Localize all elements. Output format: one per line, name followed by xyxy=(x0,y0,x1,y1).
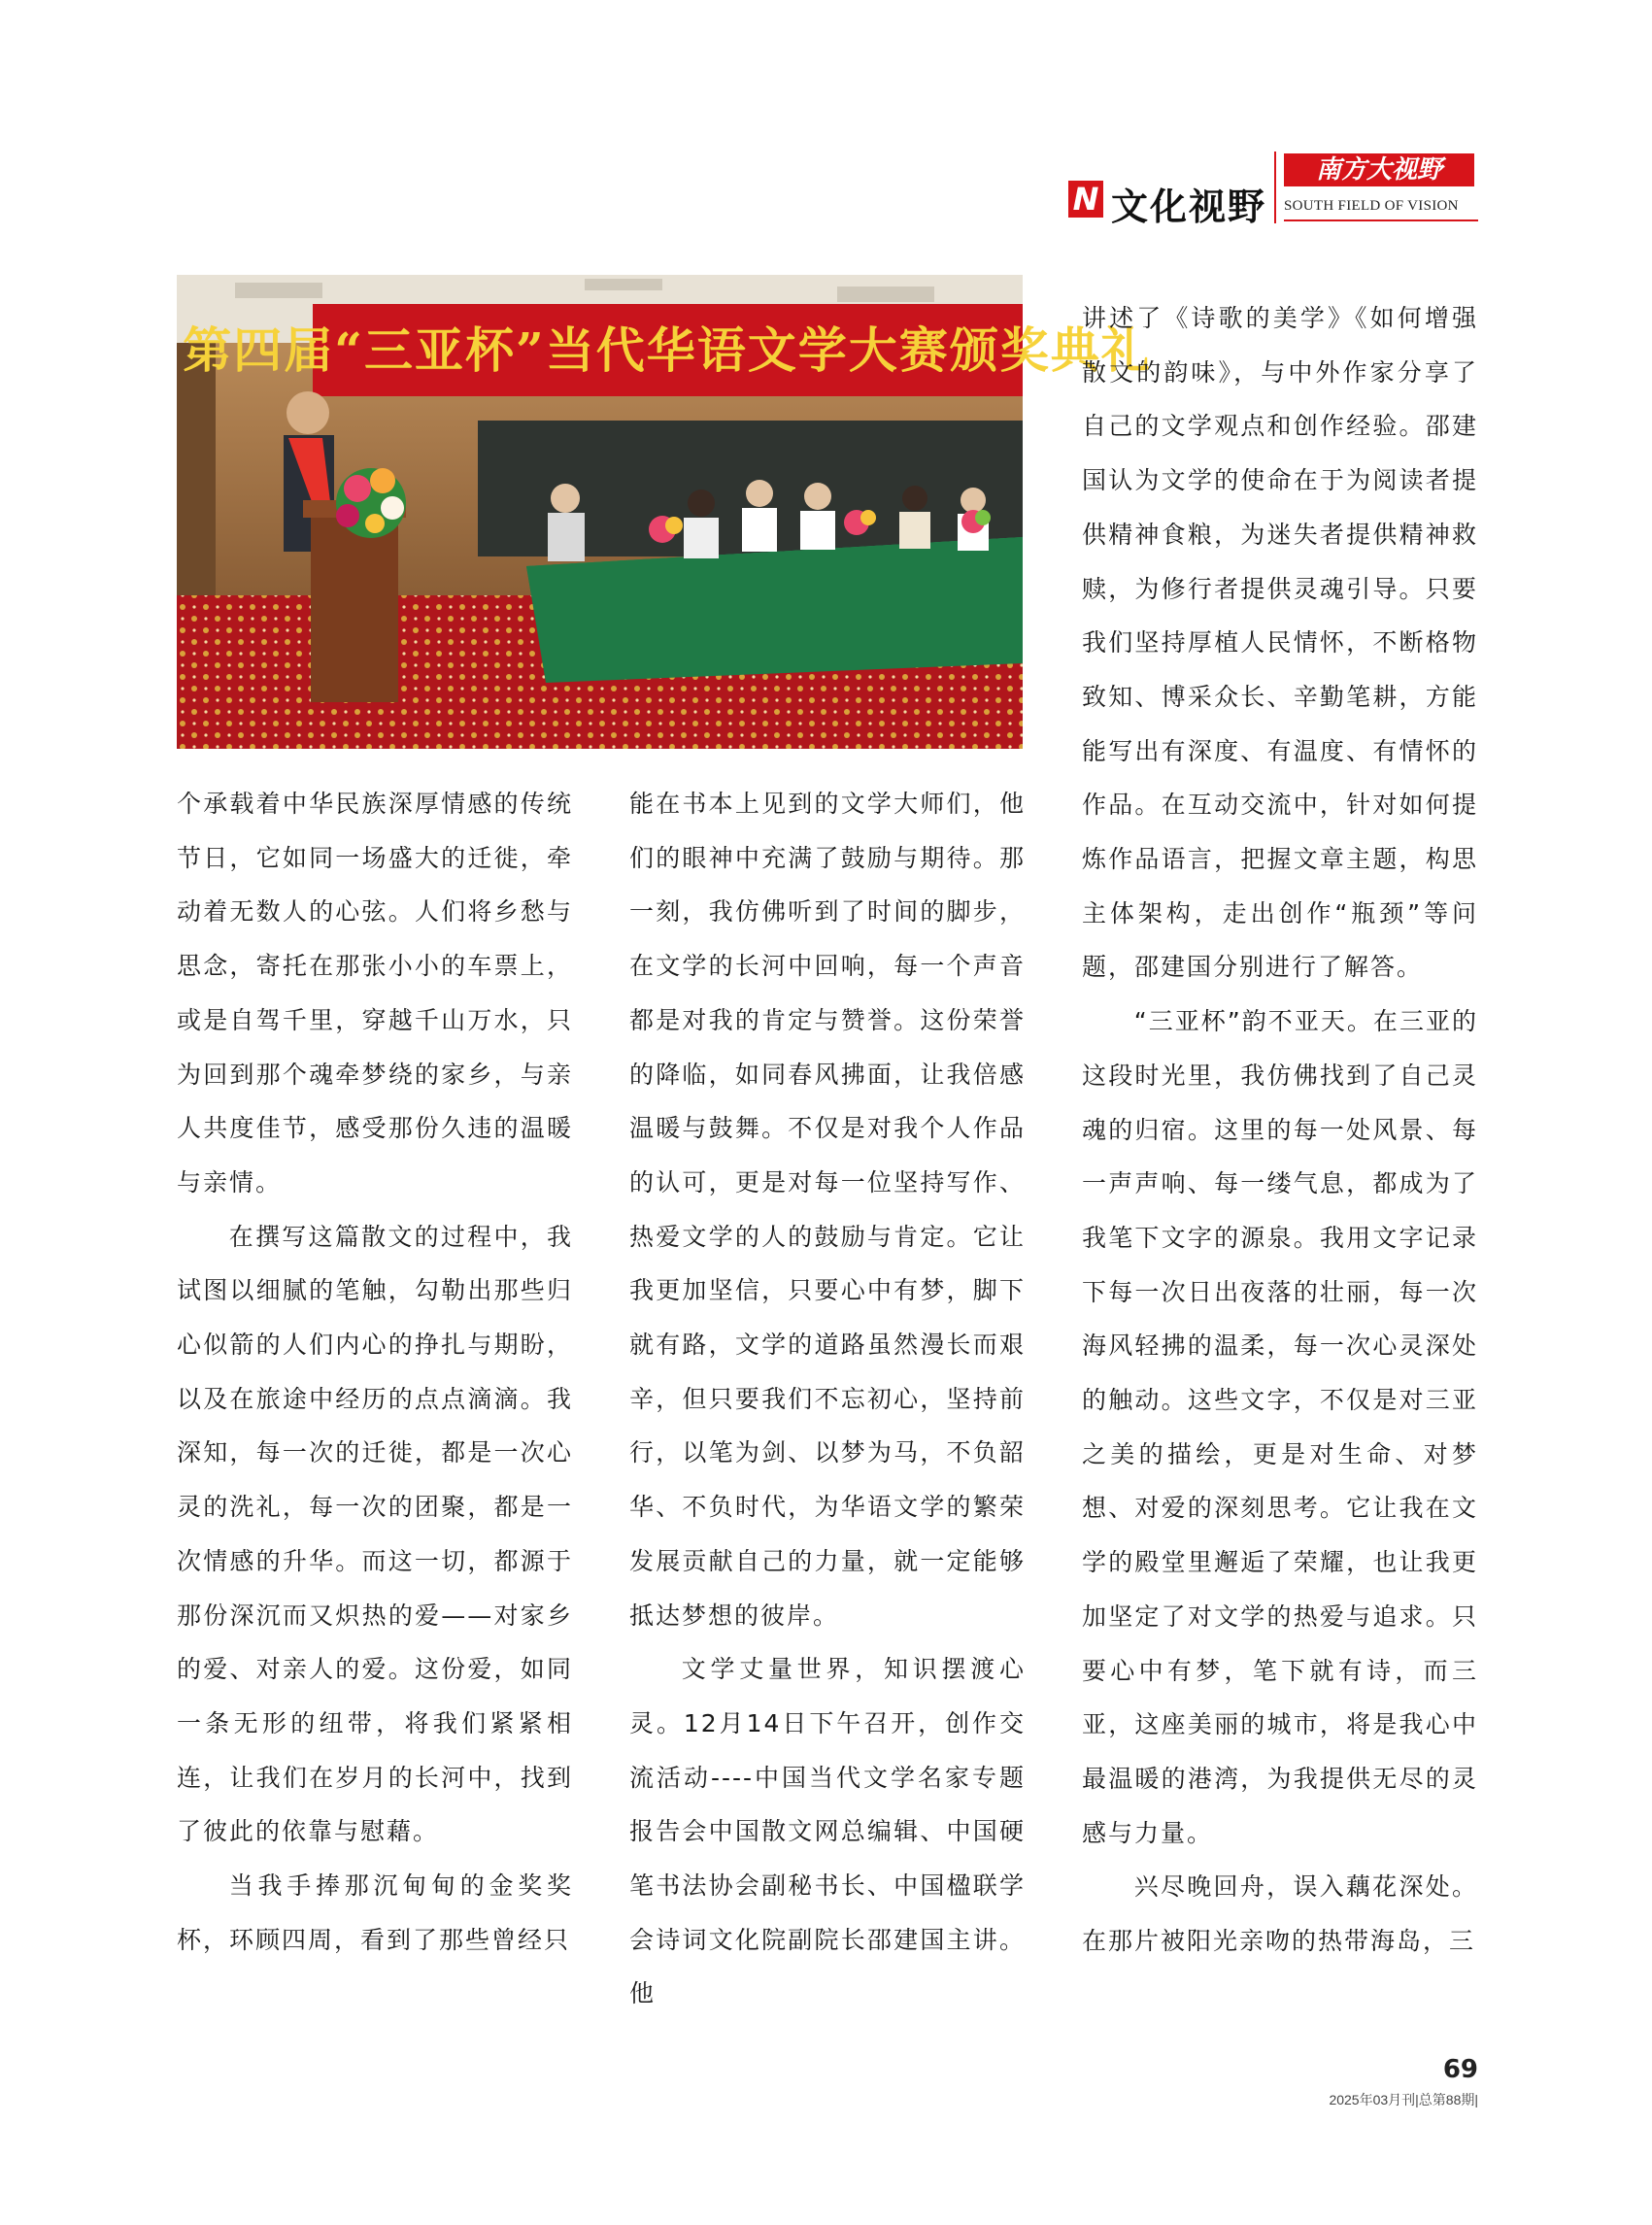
text-column-2 xyxy=(629,777,1026,2021)
text-column-3 xyxy=(1082,291,1478,1969)
banner-text: 第四届“三亚杯”当代华语文学大赛颁奖典礼 xyxy=(183,321,1152,379)
issue-info: 2025年03月刊|总第88期| xyxy=(1329,2092,1478,2107)
paragraph: “三亚杯”韵不亚天。在三亚的这段时光里，我仿佛找到了自己灵魂的归宿。这里的每一处风景、每一声声响、每一缕气息，都成为了我笔下文字的源泉。我用文字记录下每一次日出夜落的壮丽，每一次海风轻拂的温柔，每一次心灵深处的触动。这些文字，不仅是对三亚之美的描绘，更是对生命、对梦想、对爱的深刻思考。它让我在文学的殿堂里邂逅了荣耀，也让我更加坚定了对文学的热爱与追求。只要心中有梦，笔下就有诗，而三亚，这座美丽的城市，将是我心中最温暖的港湾，为我提供无尽的灵感与力量。 xyxy=(1082,1007,1478,1847)
brand-underline xyxy=(1284,219,1478,221)
paragraph: 文学丈量世界，知识摆渡心灵。12月14日下午召开，创作交流活动----中国当代文学名家专题报告会中国散文网总编辑、中国硬笔书法协会副秘书长、中国楹联学会诗词文化院副院长邵建国主讲。他 xyxy=(629,1655,1026,2008)
paragraph: 能在书本上见到的文学大师们，他们的眼神中充满了鼓励与期待。那一刻，我仿佛听到了时间的脚步，在文学的长河中回响，每一个声音都是对我的肯定与赞誉。这份荣誉的降临，如同春风拂面，让我倍感温暖与鼓舞。不仅是对我个人作品的认可，更是对每一位坚持写作、热爱文学的人的鼓励与肯定。它让我更加坚信，只要心中有梦，脚下就有路，文学的道路虽然漫长而艰辛，但只要我们不忘初心，坚持前行，以笔为剑、以梦为马，不负韶华、不负时代，为华语文学的繁荣发展贡献自己的力量，就一定能够抵达梦想的彼岸。 xyxy=(629,790,1026,1630)
text-column-1 xyxy=(177,777,573,1967)
paragraph: 在撰写这篇散文的过程中，我试图以细腻的笔触，勾勒出那些归心似箭的人们内心的挣扎与期盼，以及在旅途中经历的点点滴滴。我深知，每一次的迁徙，都是一次心灵的洗礼，每一次的团聚，都是一次情感的升华。而这一切，都源于那份深沉而又炽热的爱——对家乡的爱、对亲人的爱。这份爱，如同一条无形的纽带，将我们紧紧相连，让我们在岁月的长河中，找到了彼此的依靠与慰藉。 xyxy=(177,1222,573,1846)
article-photo xyxy=(177,275,1152,749)
paragraph: 讲述了《诗歌的美学》《如何增强散文的韵味》，与中外作家分享了自己的文学观点和创作经验。邵建国认为文学的使命在于为阅读者提供精神食粮，为迷失者提供精神救赎，为修行者提供灵魂引导。只要我们坚持厚植人民情怀，不断格物致知、博采众长、辛勤笔耕，方能能写出有深度、有温度、有情怀的作品。在互动交流中，针对如何提炼作品语言，把握文章主题，构思主体架构，走出创作“瓶颈”等问题，邵建国分别进行了解答。 xyxy=(1082,304,1478,982)
page-number: 69 xyxy=(1442,2055,1478,2084)
header-divider xyxy=(1274,152,1276,223)
brand-english-name: SOUTH FIELD OF VISION xyxy=(1284,198,1459,214)
section-title: 文化视野 xyxy=(1111,185,1267,228)
paragraph: 个承载着中华民族深厚情感的传统节日，它如同一场盛大的迁徙，牵动着无数人的心弦。人们将乡愁与思念，寄托在那张小小的车票上，或是自驾千里，穿越千山万水，只为回到那个魂牵梦绕的家乡，与亲人共度佳节，感受那份久违的温暖与亲情。 xyxy=(177,790,573,1197)
brand-logo: 南方大视野 xyxy=(1284,153,1474,186)
section-logo-icon: N xyxy=(1068,181,1103,218)
paragraph: 当我手捧那沉甸甸的金奖奖杯，环顾四周，看到了那些曾经只 xyxy=(177,1871,573,1954)
paragraph: 兴尽晚回舟，误入藕花深处。在那片被阳光亲吻的热带海岛，三 xyxy=(1082,1872,1478,1956)
page-header xyxy=(1068,146,1476,228)
